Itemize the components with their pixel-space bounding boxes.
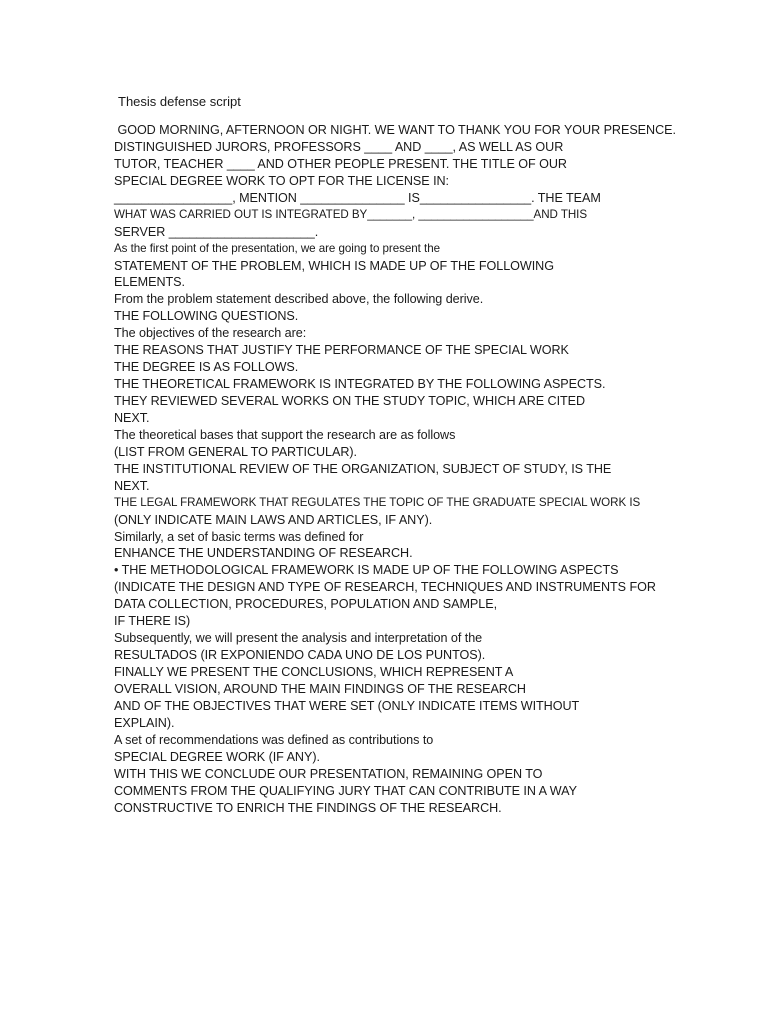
- text-line: The theoretical bases that support the research are as follows: [114, 427, 456, 442]
- text-line: Similarly, a set of basic terms was defined for: [114, 529, 364, 544]
- text-line: • THE METHODOLOGICAL FRAMEWORK IS MADE UP OF THE FOLLOWING ASPECTS: [114, 563, 619, 578]
- text-line: THE INSTITUTIONAL REVIEW OF THE ORGANIZATION, SUBJECT OF STUDY, IS THE: [114, 461, 612, 476]
- text-line: FINALLY WE PRESENT THE CONCLUSIONS, WHICH REPRESENT A: [114, 665, 514, 679]
- text-line: (ONLY INDICATE MAIN LAWS AND ARTICLES, IF ANY).: [114, 512, 433, 527]
- text-line: EXPLAIN).: [114, 715, 175, 730]
- text-line: _________________, MENTION _______________ IS________________. THE TEAM: [114, 190, 601, 205]
- text-line: CONSTRUCTIVE TO ENRICH THE FINDINGS OF THE RESEARCH.: [114, 800, 502, 815]
- text-line: THE THEORETICAL FRAMEWORK IS INTEGRATED BY THE FOLLOWING ASPECTS.: [114, 377, 606, 392]
- text-line: ELEMENTS.: [114, 275, 185, 290]
- text-line: AND OF THE OBJECTIVES THAT WERE SET (ONLY INDICATE ITEMS WITHOUT: [114, 698, 580, 713]
- text-line: ENHANCE THE UNDERSTANDING OF RESEARCH.: [114, 546, 413, 561]
- text-line: WITH THIS WE CONCLUDE OUR PRESENTATION, REMAINING OPEN TO: [114, 766, 543, 781]
- text-line: WHAT WAS CARRIED OUT IS INTEGRATED BY_______, __________________AND THIS: [114, 207, 588, 221]
- text-line: DATA COLLECTION, PROCEDURES, POPULATION AND SAMPLE,: [114, 597, 498, 612]
- text-line: THE LEGAL FRAMEWORK THAT REGULATES THE TOPIC OF THE GRADUATE SPECIAL WORK IS: [114, 495, 641, 509]
- text-line: A set of recommendations was defined as contributions to: [114, 732, 434, 747]
- text-line: As the first point of the presentation, we are going to present the: [114, 241, 440, 255]
- text-line: THEY REVIEWED SEVERAL WORKS ON THE STUDY TOPIC, WHICH ARE CITED: [114, 394, 586, 408]
- text-line: NEXT.: [114, 410, 150, 425]
- text-line: RESULTADOS (IR EXPONIENDO CADA UNO DE LOS PUNTOS).: [114, 648, 486, 663]
- text-line: IF THERE IS): [114, 614, 191, 629]
- text-line: NEXT.: [114, 478, 150, 493]
- text-line: SERVER _____________________.: [114, 224, 319, 239]
- text-line: (LIST FROM GENERAL TO PARTICULAR).: [114, 444, 357, 459]
- text-line: STATEMENT OF THE PROBLEM, WHICH IS MADE UP OF THE FOLLOWING: [114, 258, 554, 273]
- text-line: From the problem statement described above, the following derive.: [114, 292, 484, 307]
- text-line: Subsequently, we will present the analysis and interpretation of the: [114, 631, 483, 646]
- text-line: (INDICATE THE DESIGN AND TYPE OF RESEARCH, TECHNIQUES AND INSTRUMENTS FOR: [114, 580, 656, 595]
- text-line: GOOD MORNING, AFTERNOON OR NIGHT. WE WANT TO THANK YOU FOR YOUR PRESENCE.: [114, 123, 676, 137]
- text-line: DISTINGUISHED JURORS, PROFESSORS ____ AND ____, AS WELL AS OUR: [114, 139, 564, 154]
- document-body: [114, 122, 714, 816]
- text-line: THE DEGREE IS AS FOLLOWS.: [114, 360, 299, 375]
- text-line: OVERALL VISION, AROUND THE MAIN FINDINGS OF THE RESEARCH: [114, 681, 526, 696]
- document-title: Thesis defense script: [118, 94, 241, 109]
- text-line: THE FOLLOWING QUESTIONS.: [114, 309, 299, 324]
- text-line: SPECIAL DEGREE WORK TO OPT FOR THE LICENSE IN:: [114, 173, 450, 188]
- text-line: THE REASONS THAT JUSTIFY THE PERFORMANCE OF THE SPECIAL WORK: [114, 343, 569, 358]
- text-line: TUTOR, TEACHER ____ AND OTHER PEOPLE PRESENT. THE TITLE OF OUR: [114, 156, 567, 171]
- text-line: SPECIAL DEGREE WORK (IF ANY).: [114, 749, 320, 764]
- text-line: The objectives of the research are:: [114, 326, 307, 341]
- text-line: COMMENTS FROM THE QUALIFYING JURY THAT CAN CONTRIBUTE IN A WAY: [114, 783, 577, 798]
